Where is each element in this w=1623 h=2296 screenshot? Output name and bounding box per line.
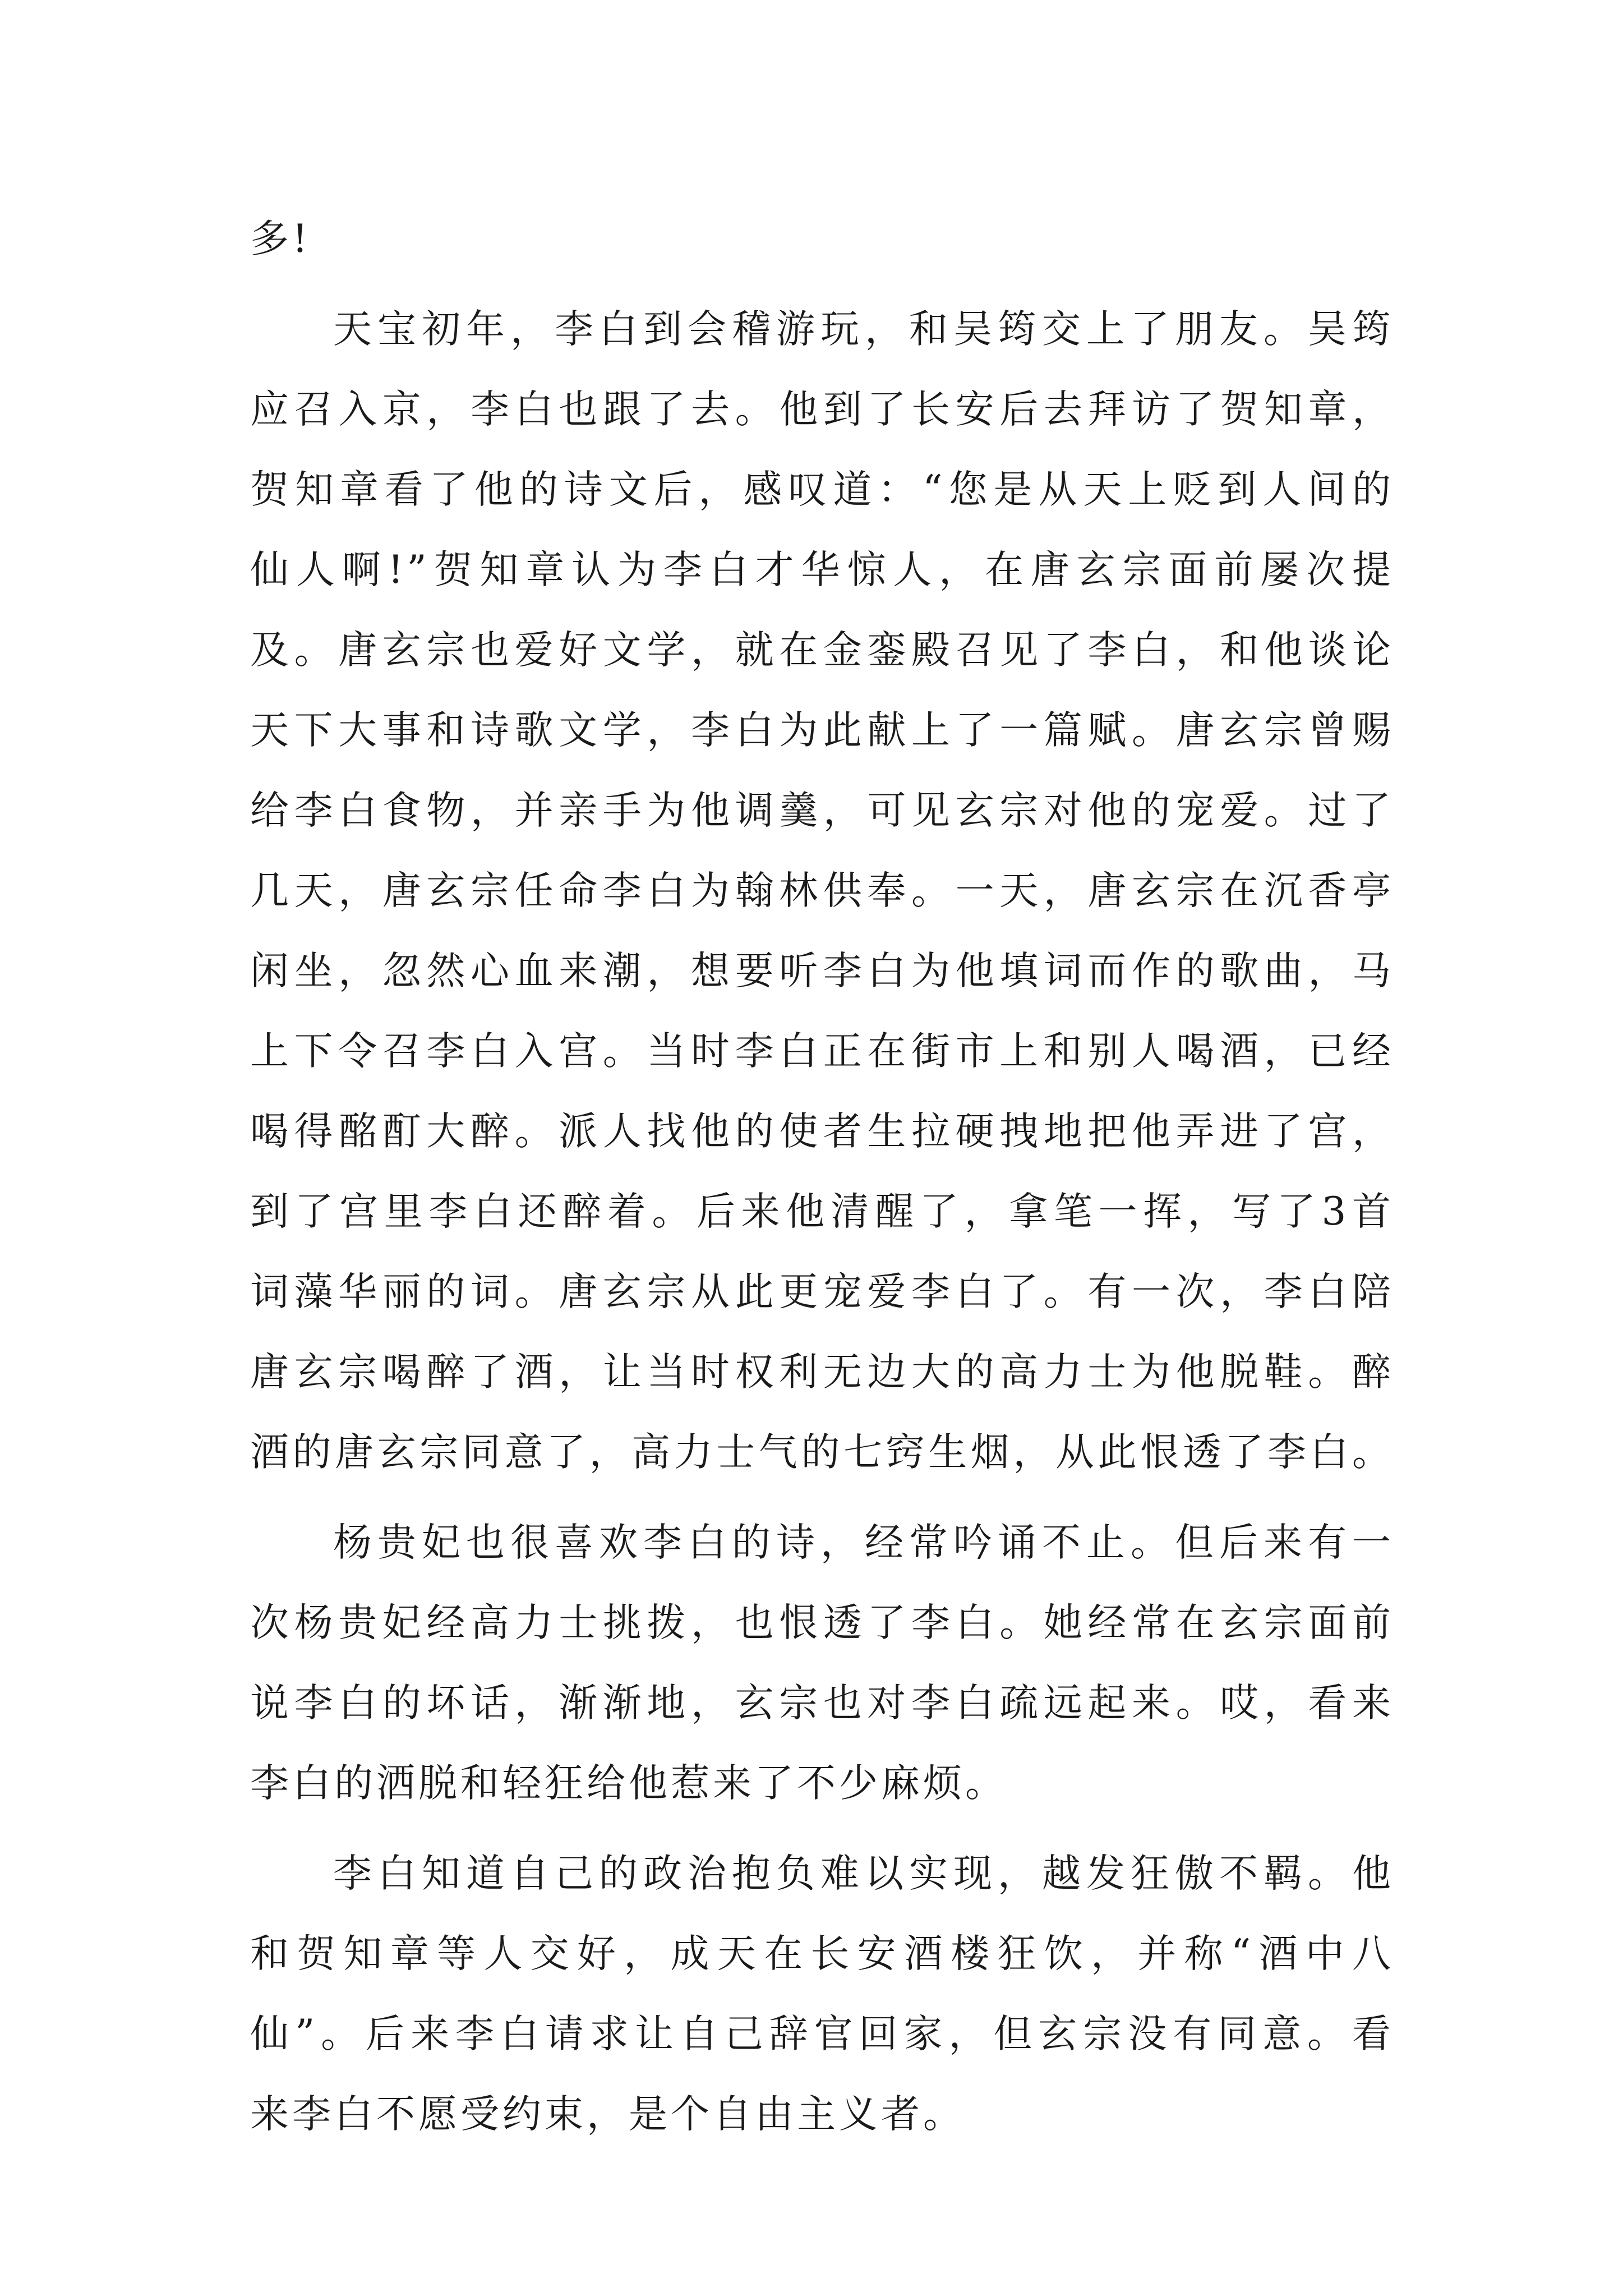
text-line: 上下令召李白入宫。当时李白正在街市上和别人喝酒，已经 bbox=[250, 1029, 1394, 1074]
text-line: 李白的洒脱和轻狂给他惹来了不少麻烦。 bbox=[250, 1761, 1007, 1806]
text-line: 次杨贵妃经高力士挑拨，也恨透了李白。她经常在玄宗面前 bbox=[250, 1600, 1394, 1645]
text-line: 杨贵妃也很喜欢李白的诗，经常吟诵不止。但后来有一 bbox=[333, 1520, 1394, 1565]
text-line: 唐玄宗喝醉了酒，让当时权利无边大的高力士为他脱鞋。醉 bbox=[250, 1350, 1394, 1395]
text-line: 词藻华丽的词。唐玄宗从此更宠爱李白了。有一次，李白陪 bbox=[250, 1269, 1394, 1314]
text-line: 酒的唐玄宗同意了，高力士气的七窍生烟，从此恨透了李白。 bbox=[250, 1430, 1394, 1475]
text-line: 贺知章看了他的诗文后，感叹道：“您是从天上贬到人间的 bbox=[250, 467, 1394, 512]
text-line: 应召入京，李白也跟了去。他到了长安后去拜访了贺知章， bbox=[250, 387, 1394, 432]
text-line: 来李白不愿受约束，是个自由主义者。 bbox=[250, 2092, 965, 2137]
body-text bbox=[250, 199, 1394, 2155]
text-line: 李白知道自己的政治抱负难以实现，越发狂傲不羁。他 bbox=[333, 1851, 1394, 1896]
text-line: 说李白的坏话，渐渐地，玄宗也对李白疏远起来。哎，看来 bbox=[250, 1681, 1394, 1726]
text-line: 天下大事和诗歌文学，李白为此献上了一篇赋。唐玄宗曾赐 bbox=[250, 708, 1394, 753]
text-line: 闲坐，忽然心血来潮，想要听李白为他填词而作的歌曲，马 bbox=[250, 949, 1394, 993]
text-line: 仙人啊!”贺知章认为李白才华惊人，在唐玄宗面前屡次提 bbox=[250, 547, 1394, 592]
text-line: 多! bbox=[250, 217, 311, 261]
text-line: 和贺知章等人交好，成天在长安酒楼狂饮，并称“酒中八 bbox=[250, 1931, 1394, 1976]
text-line: 仙”。后来李白请求让自己辞官回家，但玄宗没有同意。看 bbox=[250, 2012, 1394, 2056]
text-line: 到了宫里李白还醉着。后来他清醒了，拿笔一挥，写了3首 bbox=[250, 1189, 1394, 1234]
text-line: 天宝初年，李白到会稽游玩，和吴筠交上了朋友。吴筠 bbox=[333, 307, 1394, 352]
text-line: 几天，唐玄宗任命李白为翰林供奉。一天，唐玄宗在沉香亭 bbox=[250, 868, 1394, 913]
text-line: 喝得酩酊大醉。派人找他的使者生拉硬拽地把他弄进了宫， bbox=[250, 1109, 1394, 1154]
text-line: 给李白食物，并亲手为他调羹，可见玄宗对他的宠爱。过了 bbox=[250, 788, 1394, 833]
text-line: 及。唐玄宗也爱好文学，就在金銮殿召见了李白，和他谈论 bbox=[250, 628, 1394, 673]
